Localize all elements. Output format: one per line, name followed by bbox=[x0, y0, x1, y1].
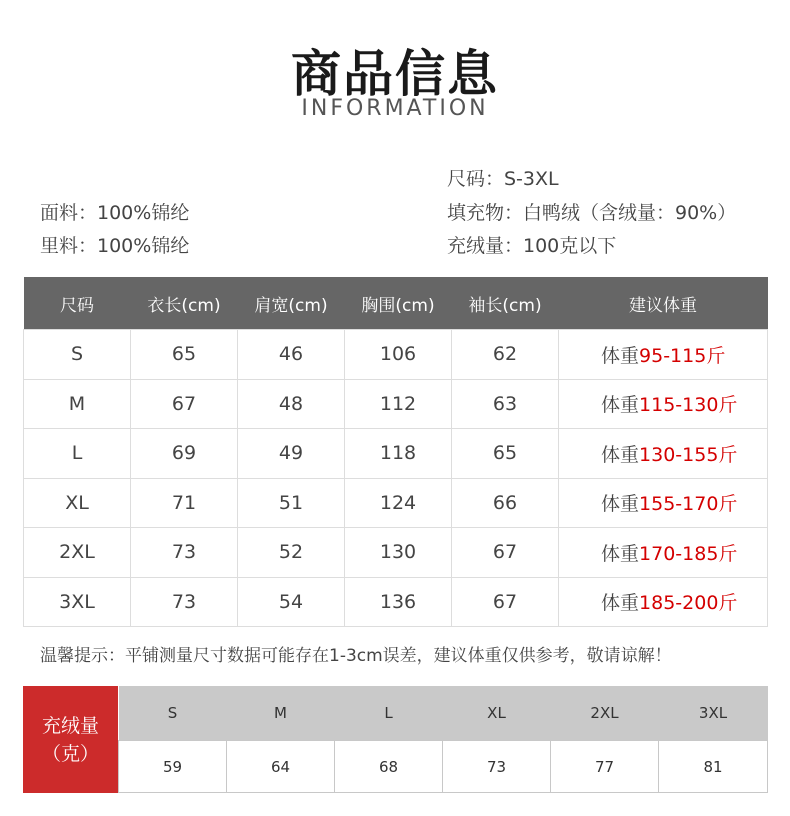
length-cell: 65 bbox=[131, 330, 238, 380]
chest-cell: 136 bbox=[345, 577, 452, 627]
size-chart-header: 建议体重 bbox=[559, 277, 768, 330]
chest-cell: 112 bbox=[345, 379, 452, 429]
weight-value: 95-115斤 bbox=[639, 344, 726, 367]
weight-prefix: 体重 bbox=[601, 443, 640, 466]
sleeve-cell: 66 bbox=[452, 478, 559, 528]
weight-cell bbox=[559, 379, 768, 429]
size-chart-table bbox=[23, 277, 768, 627]
size-cell: 3XL bbox=[24, 577, 131, 627]
size-range-info: 尺码：S-3XL bbox=[447, 168, 559, 190]
weight-prefix: 体重 bbox=[601, 493, 640, 516]
length-cell: 73 bbox=[131, 577, 238, 627]
lining-info: 里料：100%锦纶 bbox=[40, 235, 190, 257]
weight-value: 130-155斤 bbox=[639, 443, 738, 466]
weight-prefix: 体重 bbox=[601, 344, 640, 367]
shoulder-cell: 51 bbox=[238, 478, 345, 528]
shoulder-cell: 49 bbox=[238, 429, 345, 479]
measurement-tip: 温馨提示：平铺测量尺寸数据可能存在1-3cm误差，建议体重仅供参考，敬请谅解！ bbox=[40, 646, 672, 666]
size-cell: 2XL bbox=[24, 528, 131, 578]
chest-cell: 106 bbox=[345, 330, 452, 380]
fabric-info: 面料：100%锦纶 bbox=[40, 202, 190, 224]
chest-cell: 130 bbox=[345, 528, 452, 578]
down-value-cell: 77 bbox=[551, 741, 659, 793]
down-fill-header-row bbox=[119, 686, 768, 741]
table-row bbox=[24, 330, 768, 380]
down-fill-label-line1: 充绒量 bbox=[41, 714, 99, 737]
size-cell: M bbox=[24, 379, 131, 429]
length-cell: 73 bbox=[131, 528, 238, 578]
down-value-cell: 64 bbox=[227, 741, 335, 793]
table-row bbox=[24, 478, 768, 528]
weight-cell bbox=[559, 577, 768, 627]
table-row bbox=[24, 528, 768, 578]
down-size-header: L bbox=[335, 686, 443, 741]
down-size-header: 2XL bbox=[551, 686, 659, 741]
size-cell: XL bbox=[24, 478, 131, 528]
weight-value: 185-200斤 bbox=[639, 592, 738, 615]
size-chart-header: 袖长(cm) bbox=[452, 277, 559, 330]
down-value-cell: 81 bbox=[659, 741, 768, 793]
weight-cell bbox=[559, 330, 768, 380]
weight-value: 115-130斤 bbox=[639, 394, 738, 417]
sleeve-cell: 62 bbox=[452, 330, 559, 380]
down-fill-label bbox=[23, 686, 118, 793]
table-row bbox=[119, 741, 768, 793]
shoulder-cell: 46 bbox=[238, 330, 345, 380]
weight-prefix: 体重 bbox=[601, 592, 640, 615]
chest-cell: 124 bbox=[345, 478, 452, 528]
down-size-header: 3XL bbox=[659, 686, 768, 741]
weight-value: 155-170斤 bbox=[639, 493, 738, 516]
size-cell: S bbox=[24, 330, 131, 380]
down-fill-label-line2: （克） bbox=[41, 742, 99, 765]
fill-amount-info: 充绒量：100克以下 bbox=[447, 235, 617, 257]
down-value-cell: 73 bbox=[443, 741, 551, 793]
weight-prefix: 体重 bbox=[601, 542, 640, 565]
weight-cell bbox=[559, 528, 768, 578]
shoulder-cell: 48 bbox=[238, 379, 345, 429]
size-chart-header: 肩宽(cm) bbox=[238, 277, 345, 330]
page-title: 商品信息 bbox=[291, 45, 499, 103]
down-value-cell: 59 bbox=[119, 741, 227, 793]
down-size-header: XL bbox=[443, 686, 551, 741]
down-value-cell: 68 bbox=[335, 741, 443, 793]
length-cell: 71 bbox=[131, 478, 238, 528]
length-cell: 67 bbox=[131, 379, 238, 429]
down-size-header: M bbox=[227, 686, 335, 741]
shoulder-cell: 52 bbox=[238, 528, 345, 578]
sleeve-cell: 65 bbox=[452, 429, 559, 479]
size-chart-header-row bbox=[24, 277, 768, 330]
page-subtitle: INFORMATION bbox=[301, 96, 489, 121]
filling-info: 填充物：白鸭绒（含绒量：90%） bbox=[447, 202, 737, 224]
weight-cell bbox=[559, 478, 768, 528]
table-row bbox=[24, 379, 768, 429]
sleeve-cell: 63 bbox=[452, 379, 559, 429]
shoulder-cell: 54 bbox=[238, 577, 345, 627]
chest-cell: 118 bbox=[345, 429, 452, 479]
size-chart-header: 尺码 bbox=[24, 277, 131, 330]
down-size-header: S bbox=[119, 686, 227, 741]
weight-prefix: 体重 bbox=[601, 394, 640, 417]
table-row bbox=[24, 429, 768, 479]
sleeve-cell: 67 bbox=[452, 528, 559, 578]
length-cell: 69 bbox=[131, 429, 238, 479]
size-chart-header: 胸围(cm) bbox=[345, 277, 452, 330]
table-row bbox=[24, 577, 768, 627]
sleeve-cell: 67 bbox=[452, 577, 559, 627]
down-fill-table bbox=[118, 686, 768, 793]
size-cell: L bbox=[24, 429, 131, 479]
weight-cell bbox=[559, 429, 768, 479]
weight-value: 170-185斤 bbox=[639, 542, 738, 565]
size-chart-header: 衣长(cm) bbox=[131, 277, 238, 330]
